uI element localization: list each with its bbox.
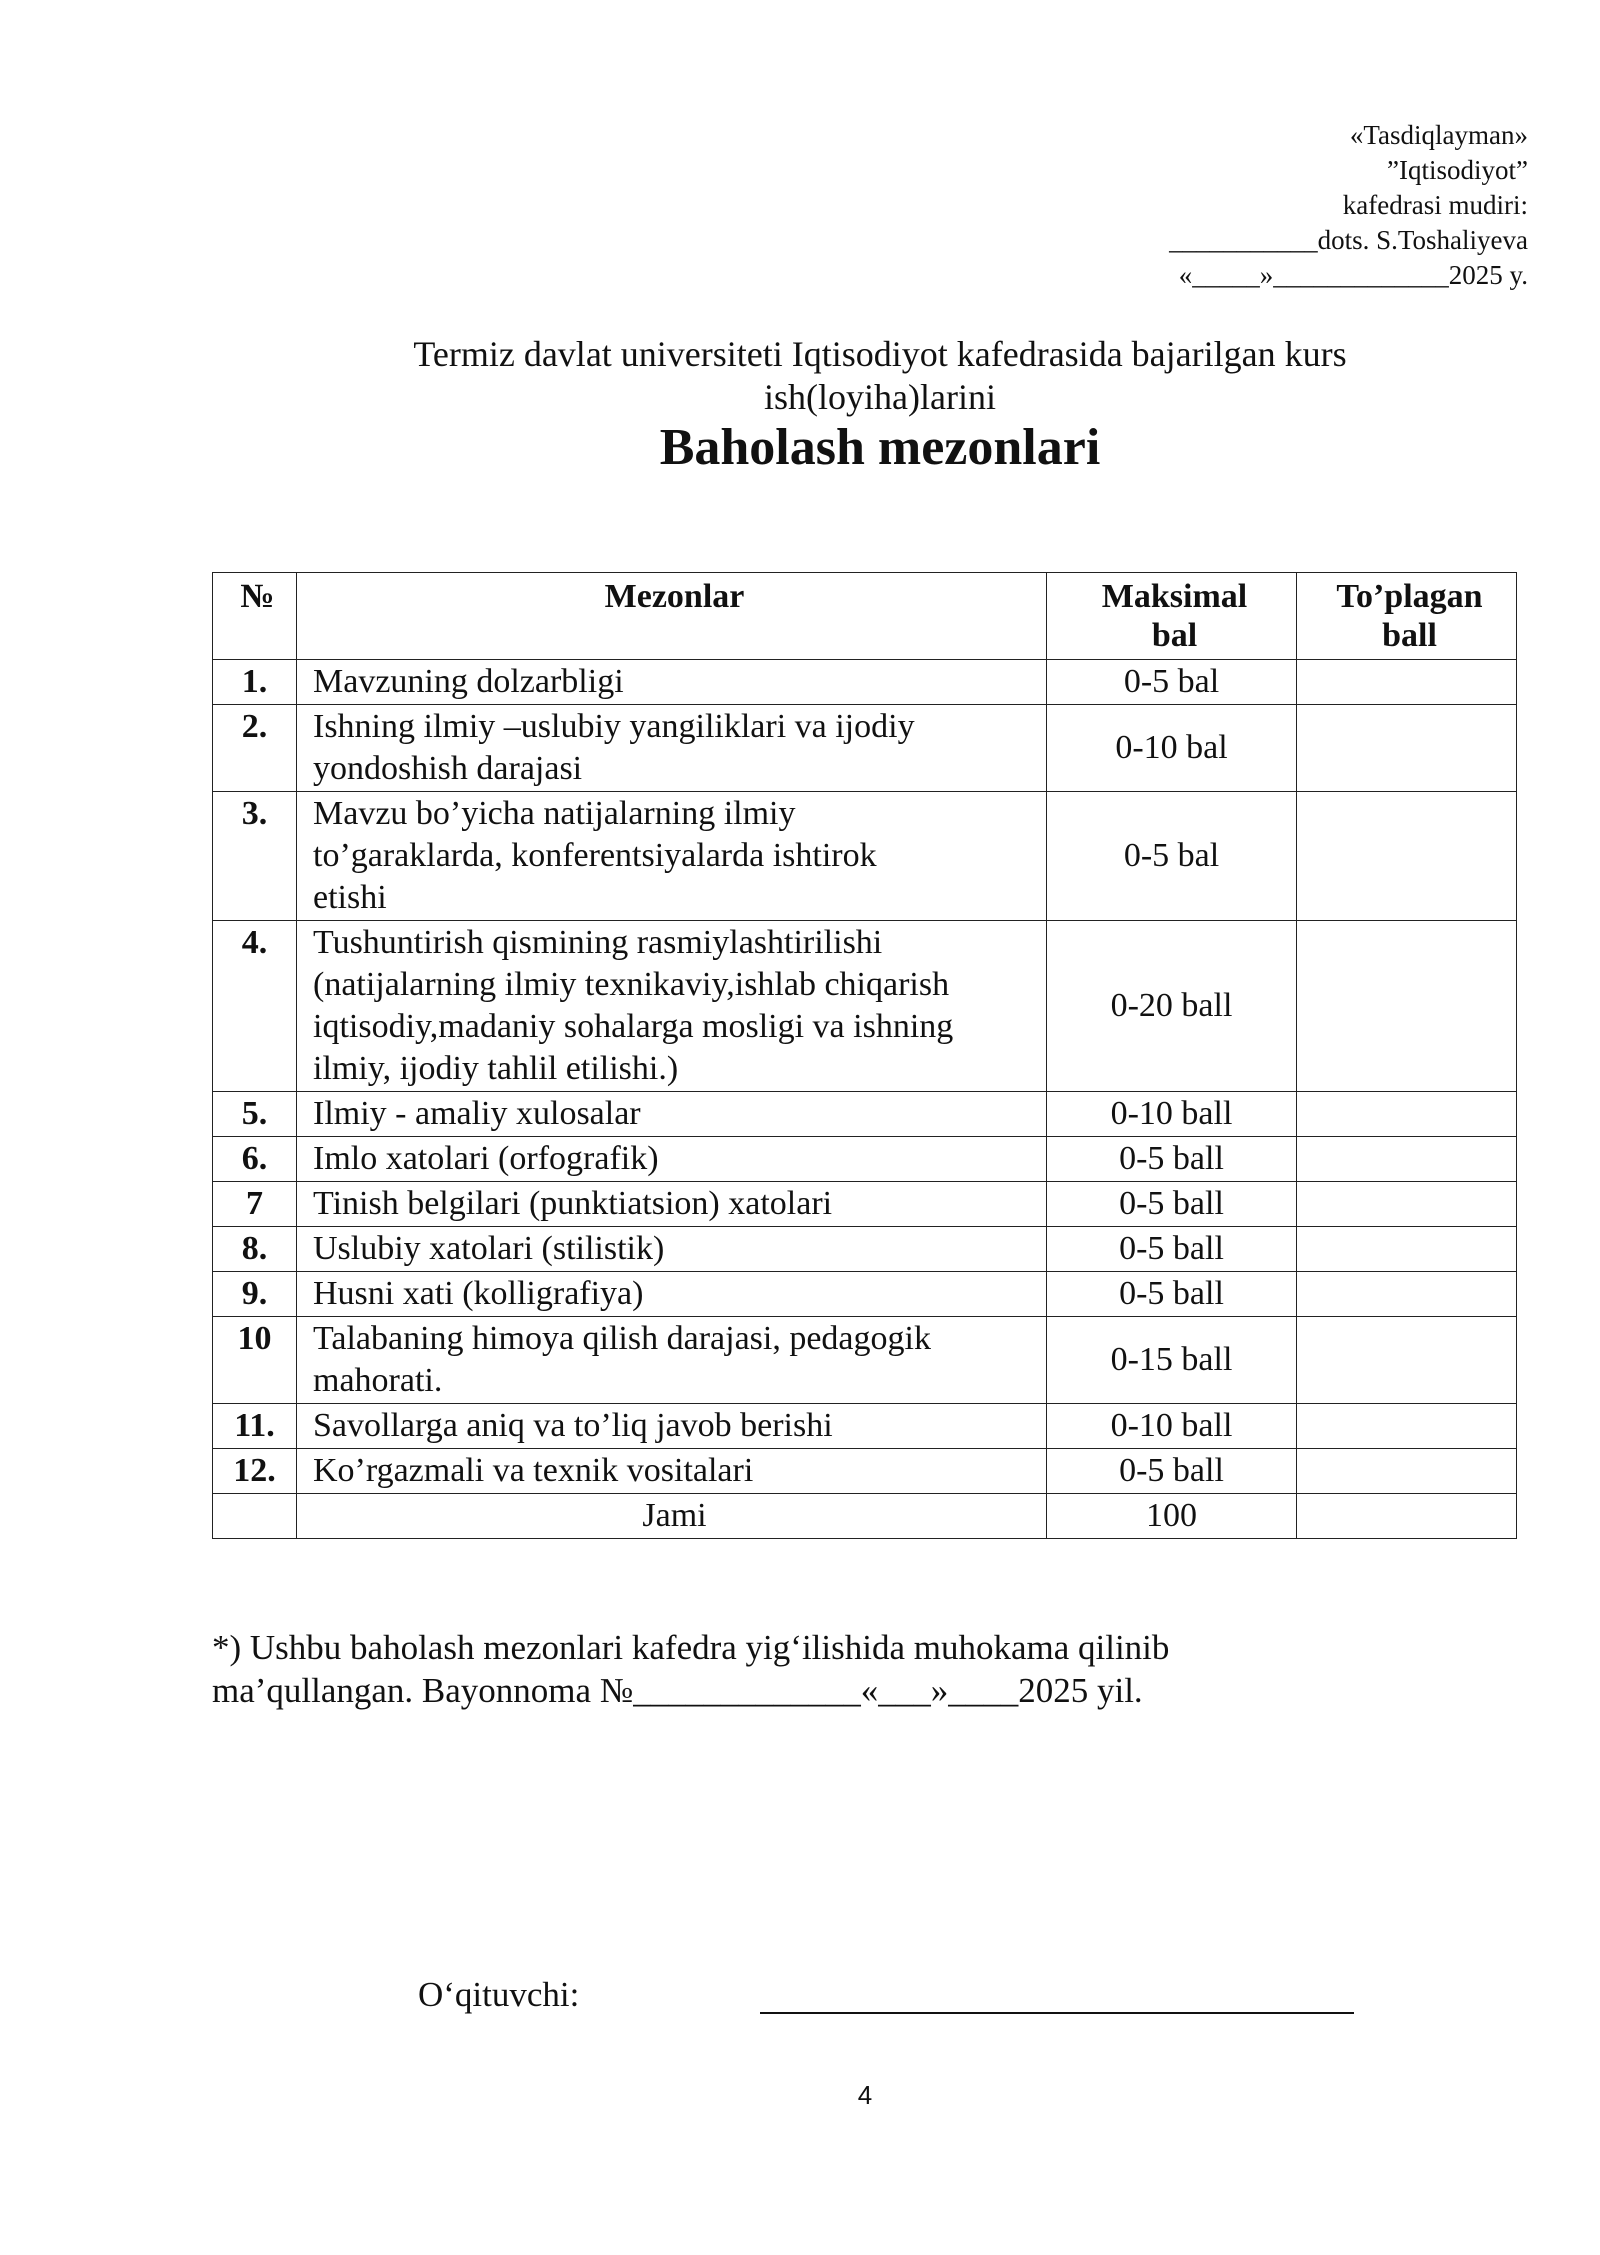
row-score-cell xyxy=(1297,705,1517,792)
row-number: 12. xyxy=(213,1449,297,1494)
row-max-score: 0-5 ball xyxy=(1047,1449,1297,1494)
row-criterion: Ko’rgazmali va texnik vositalari xyxy=(297,1449,1047,1494)
row-max-score: 0-5 ball xyxy=(1047,1137,1297,1182)
header-max-score xyxy=(1047,573,1297,660)
table-row xyxy=(213,1404,1517,1449)
header-collected-score xyxy=(1297,573,1517,660)
total-score-cell xyxy=(1297,1494,1517,1539)
total-max-score: 100 xyxy=(1047,1494,1297,1539)
row-max-score: 0-10 bal xyxy=(1047,705,1297,792)
table-row xyxy=(213,1449,1517,1494)
row-max-score: 0-15 ball xyxy=(1047,1317,1297,1404)
header-criteria: Mezonlar xyxy=(297,573,1047,660)
header-number: № xyxy=(213,573,297,660)
row-score-cell xyxy=(1297,660,1517,705)
approval-line-2: ”Iqtisodiyot” xyxy=(1387,155,1528,185)
approval-line-3: kafedrasi mudiri: xyxy=(1342,190,1528,220)
row-score-cell xyxy=(1297,921,1517,1092)
table-row xyxy=(213,921,1517,1092)
header-max-line-1: Maksimal xyxy=(1101,578,1248,615)
row-number: 9. xyxy=(213,1272,297,1317)
row-number: 5. xyxy=(213,1092,297,1137)
row-score-cell xyxy=(1297,1137,1517,1182)
row-criterion: Mavzuning dolzarbligi xyxy=(297,660,1047,705)
table-row xyxy=(213,792,1517,921)
row-max-score: 0-5 bal xyxy=(1047,792,1297,921)
row-number: 11. xyxy=(213,1404,297,1449)
row-max-score: 0-5 bal xyxy=(1047,660,1297,705)
approval-line-1: «Tasdiqlayman» xyxy=(1349,120,1528,150)
row-number: 6. xyxy=(213,1137,297,1182)
row-criterion: Tushuntirish qismining rasmiylashtirilishi (natijalarning ilmiy texnikaviy,ishlab chiqarish iqtisodiy,madaniy sohalarga mosligi va ishning ilmiy, ijodiy tahlil etilishi.) xyxy=(297,921,1047,1092)
row-number: 3. xyxy=(213,792,297,921)
row-score-cell xyxy=(1297,1272,1517,1317)
approval-note xyxy=(212,1626,1512,1712)
teacher-label: O‘qituvchi: xyxy=(418,1975,580,2014)
table-total-row xyxy=(213,1494,1517,1539)
intro-line-2: ish(loyiha)larini xyxy=(764,377,996,417)
row-criterion: Ilmiy - amaliy xulosalar xyxy=(297,1092,1047,1137)
criteria-table xyxy=(212,572,1517,1539)
approval-line-5: «_____»_____________2025 y. xyxy=(1178,260,1528,290)
header-max-line-2: bal xyxy=(1151,617,1198,654)
document-intro xyxy=(400,333,1360,419)
table-row xyxy=(213,1317,1517,1404)
note-line-2: ma’qullangan. Bayonnoma №_____________«___»____2025 yil. xyxy=(212,1671,1143,1710)
row-number: 7 xyxy=(213,1182,297,1227)
intro-line-1: Termiz davlat universiteti Iqtisodiyot kafedrasida bajarilgan kurs xyxy=(413,334,1347,374)
row-number: 8. xyxy=(213,1227,297,1272)
row-max-score: 0-5 ball xyxy=(1047,1182,1297,1227)
row-criterion: Imlo xatolari (orfografik) xyxy=(297,1137,1047,1182)
table-row xyxy=(213,1092,1517,1137)
row-score-cell xyxy=(1297,1182,1517,1227)
table-row xyxy=(213,1227,1517,1272)
approval-line-4: ___________dots. S.Toshaliyeva xyxy=(1169,225,1528,255)
row-criterion: Husni xati (kolligrafiya) xyxy=(297,1272,1047,1317)
header-score-line-2: ball xyxy=(1382,617,1437,654)
row-score-cell xyxy=(1297,1404,1517,1449)
row-number: 4. xyxy=(213,921,297,1092)
table-row xyxy=(213,1272,1517,1317)
document-title: Baholash mezonlari xyxy=(659,419,1101,476)
row-criterion: Uslubiy xatolari (stilistik) xyxy=(297,1227,1047,1272)
table-row xyxy=(213,660,1517,705)
table-header-row xyxy=(213,573,1517,660)
row-score-cell xyxy=(1297,792,1517,921)
note-line-1: *) Ushbu baholash mezonlari kafedra yig‘ilishida muhokama qilinib xyxy=(212,1628,1170,1667)
approval-block xyxy=(1008,118,1528,293)
row-criterion: Mavzu bo’yicha natijalarning ilmiy to’garaklarda, konferentsiyalarda ishtirok etishi xyxy=(297,792,1047,921)
row-score-cell xyxy=(1297,1317,1517,1404)
row-max-score: 0-20 ball xyxy=(1047,921,1297,1092)
row-criterion: Savollarga aniq va to’liq javob berishi xyxy=(297,1404,1047,1449)
table-row xyxy=(213,705,1517,792)
row-max-score: 0-10 ball xyxy=(1047,1404,1297,1449)
row-score-cell xyxy=(1297,1449,1517,1494)
row-criterion: Talabaning himoya qilish darajasi, pedagogik mahorati. xyxy=(297,1317,1047,1404)
table-row xyxy=(213,1137,1517,1182)
row-criterion: Tinish belgilari (punktiatsion) xatolari xyxy=(297,1182,1047,1227)
row-criterion: Ishning ilmiy –uslubiy yangiliklari va ijodiy yondoshish darajasi xyxy=(297,705,1047,792)
row-max-score: 0-10 ball xyxy=(1047,1092,1297,1137)
total-number-cell xyxy=(213,1494,297,1539)
row-max-score: 0-5 ball xyxy=(1047,1272,1297,1317)
teacher-signature-line xyxy=(760,2012,1354,2014)
total-label: Jami xyxy=(297,1494,1047,1539)
row-score-cell xyxy=(1297,1227,1517,1272)
page-number: 4 xyxy=(857,2080,873,2110)
row-max-score: 0-5 ball xyxy=(1047,1227,1297,1272)
table-row xyxy=(213,1182,1517,1227)
row-number: 2. xyxy=(213,705,297,792)
header-score-line-1: To’plagan xyxy=(1336,578,1483,615)
row-number: 1. xyxy=(213,660,297,705)
row-score-cell xyxy=(1297,1092,1517,1137)
row-number: 10 xyxy=(213,1317,297,1404)
